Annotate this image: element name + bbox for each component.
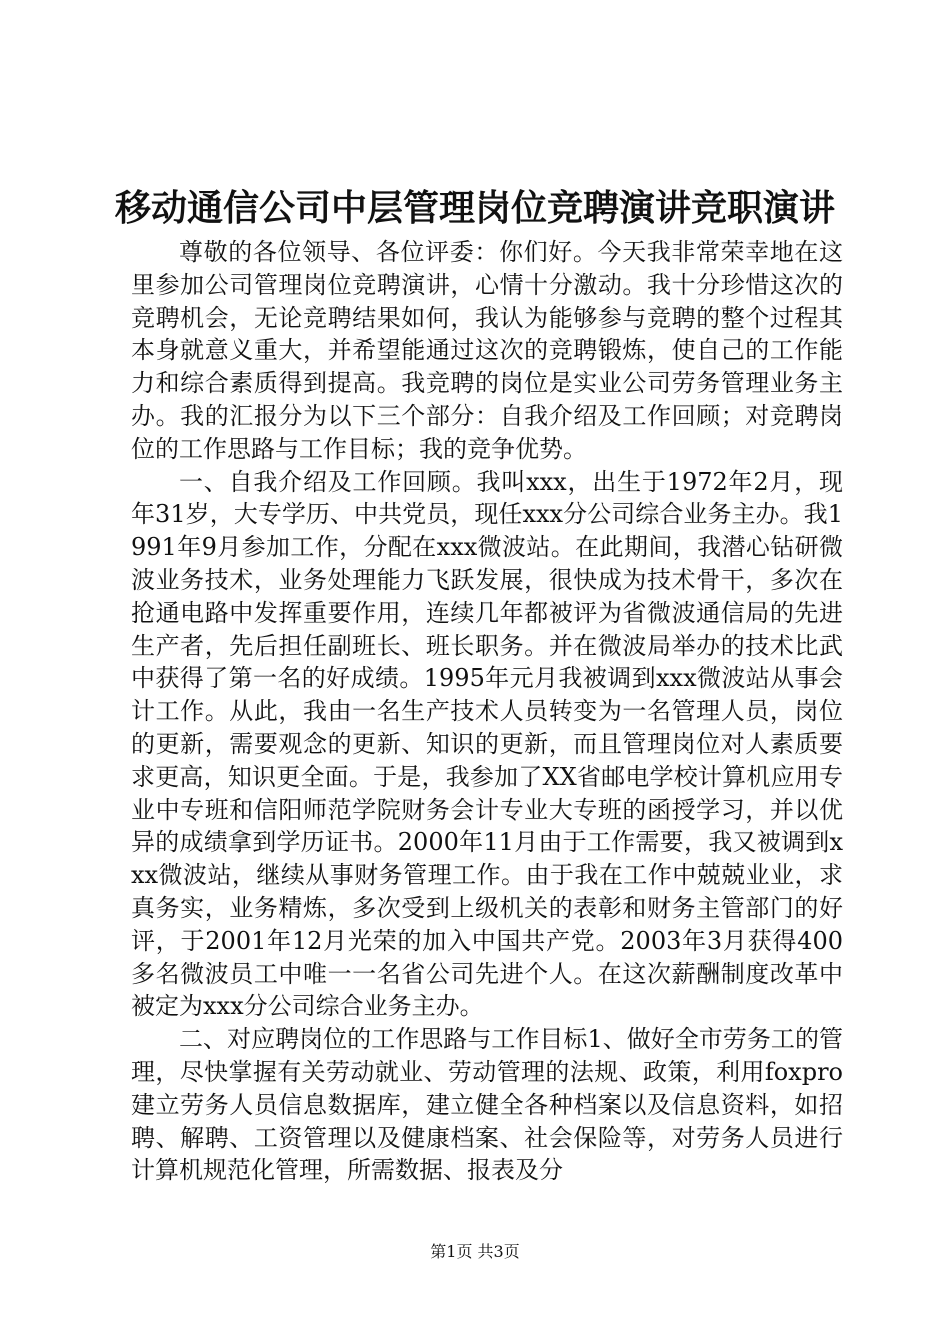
document-body xyxy=(131,236,843,1187)
paragraph-work-plan: 二、对应聘岗位的工作思路与工作目标1、做好全市劳务工的管理，尽快掌握有关劳动就业、劳动管理的法规、政策，利用foxpro建立劳务人员信息数据库，建立健全各种档案以及信息资料，如招聘、解聘、工资管理以及健康档案、社会保险等，对劳务人员进行计算机规范化管理，所需数据、报表及分 xyxy=(131,1025,843,1185)
paragraph-greeting: 尊敬的各位领导、各位评委：你们好。今天我非常荣幸地在这里参加公司管理岗位竞聘演讲，心情十分激动。我十分珍惜这次的竞聘机会，无论竞聘结果如何，我认为能够参与竞聘的整个过程其本身就意义重大，并希望能通过这次的竞聘锻炼，使自己的工作能力和综合素质得到提高。我竞聘的岗位是实业公司劳务管理业务主办。我的汇报分为以下三个部分：自我介绍及工作回顾；对竞聘岗位的工作思路与工作目标；我的竞争优势。 xyxy=(131,238,843,463)
document-title: 移动通信公司中层管理岗位竞聘演讲竞职演讲 xyxy=(114,187,835,229)
page-number-footer: 第1页 共3页 xyxy=(430,1242,520,1261)
paragraph-self-introduction: 一、自我介绍及工作回顾。我叫xxx，出生于1972年2月，现年31岁，大专学历、中共党员，现任xxx分公司综合业务主办。我1991年9月参加工作，分配在xxx微波站。在此期间，我潜心钻研微波业务技术，业务处理能力飞跃发展，很快成为技术骨干，多次在抢通电路中发挥重要作用，连续几年都被评为省微波通信局的先进生产者，先后担任副班长、班长职务。并在微波局举办的技术比武中获得了第一名的好成绩。1995年元月我被调到xxx微波站从事会计工作。从此，我由一名生产技术人员转变为一名管理人员，岗位的更新，需要观念的更新、知识的更新，而且管理岗位对人素质要求更高，知识更全面。于是，我参加了XX省邮电学校计算机应用专业中专班和信阳师范学院财务会计专业大专班的函授学习，并以优异的成绩拿到学历证书。2000年11月由于工作需要，我又被调到xxx微波站，继续从事财务管理工作。由于我在工作中兢兢业业，求真务实，业务精炼，多次受到上级机关的表彰和财务主管部门的好评，于2001年12月光荣的加入中国共产党。2003年3月获得400多名微波员工中唯一一名省公司先进个人。在这次薪酬制度改革中被定为xxx分公司综合业务主办。 xyxy=(131,467,843,1021)
